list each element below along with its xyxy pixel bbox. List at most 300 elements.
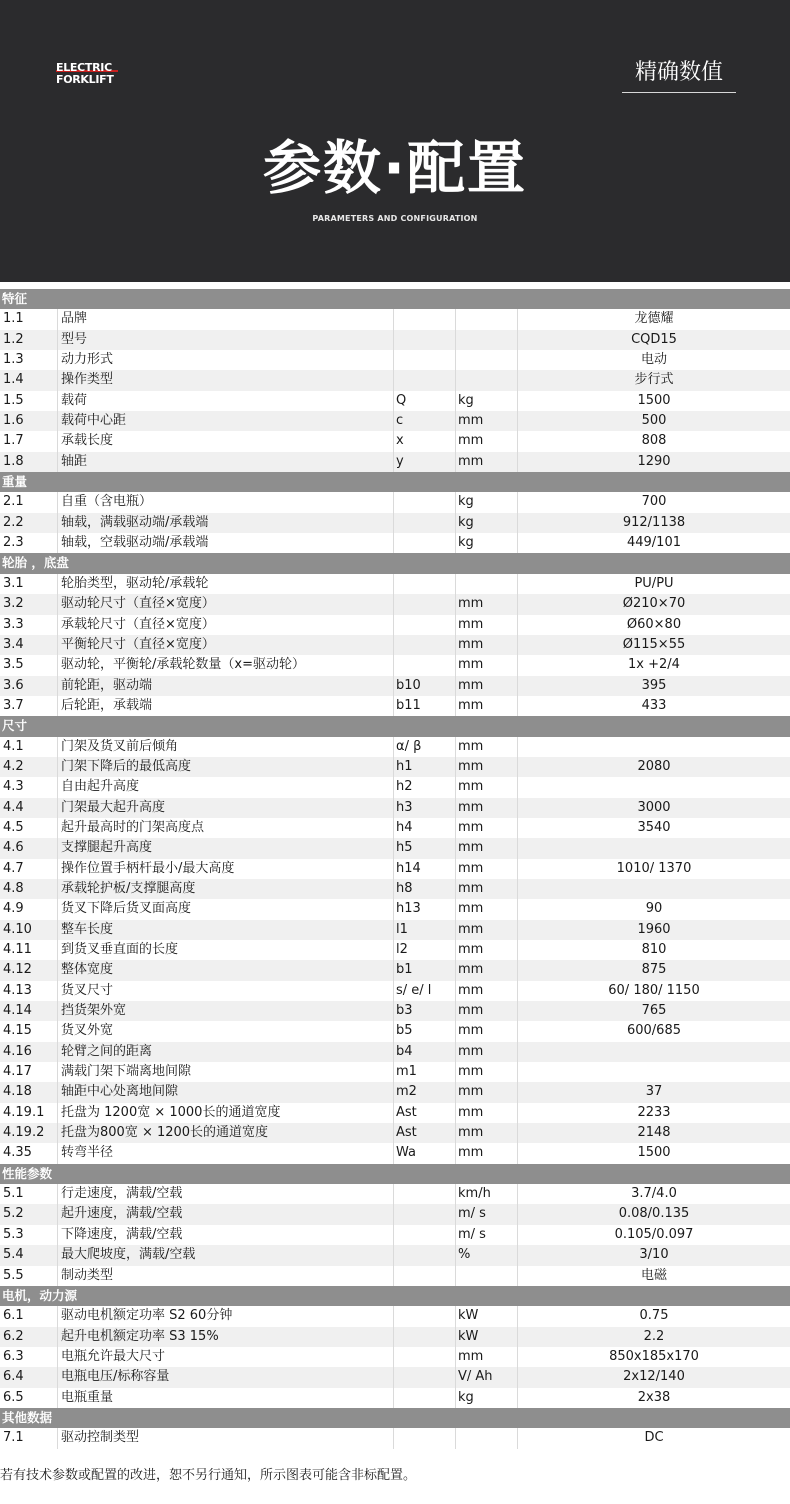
row-value: 2x38 xyxy=(637,1389,671,1405)
row-value: 1960 xyxy=(637,921,671,937)
row-value xyxy=(518,777,790,797)
row-number: 2.1 xyxy=(0,492,58,512)
row-unit: km/h xyxy=(456,1184,518,1204)
row-name: 轴距 xyxy=(58,452,394,472)
row-number: 5.2 xyxy=(0,1204,58,1224)
row-unit: m/ s xyxy=(456,1225,518,1245)
row-name: 载荷中心距 xyxy=(58,411,394,431)
row-name: 平衡轮尺寸（直径×宽度） xyxy=(58,635,394,655)
table-row xyxy=(0,1062,790,1082)
table-row xyxy=(0,737,790,757)
row-value: 765 xyxy=(641,1003,667,1019)
row-number: 3.3 xyxy=(0,615,58,635)
row-name: 货叉外宽 xyxy=(58,1021,394,1041)
row-unit: mm xyxy=(456,1042,518,1062)
row-name: 动力形式 xyxy=(58,350,394,370)
row-number: 1.2 xyxy=(0,330,58,350)
row-symbol: h14 xyxy=(394,859,456,879)
row-value: 395 xyxy=(641,677,667,693)
row-symbol xyxy=(394,1266,456,1286)
row-number: 4.14 xyxy=(0,1001,58,1021)
row-unit: kg xyxy=(456,391,518,411)
table-row xyxy=(0,1428,790,1448)
row-value: 龙德耀 xyxy=(634,311,674,327)
row-name: 操作位置手柄杆最小/最大高度 xyxy=(58,859,394,879)
row-number: 4.18 xyxy=(0,1082,58,1102)
row-unit: mm xyxy=(456,920,518,940)
row-symbol xyxy=(394,655,456,675)
row-symbol xyxy=(394,635,456,655)
row-name: 行走速度，满载/空载 xyxy=(58,1184,394,1204)
row-name: 门架及货叉前后倾角 xyxy=(58,737,394,757)
row-unit: mm xyxy=(456,1123,518,1143)
section-rows xyxy=(0,309,790,472)
table-row xyxy=(0,920,790,940)
section-header: 尺寸 xyxy=(0,716,790,736)
table-row xyxy=(0,757,790,777)
row-symbol xyxy=(394,513,456,533)
row-value: CQD15 xyxy=(631,331,677,347)
row-symbol: Ast xyxy=(394,1123,456,1143)
row-unit: mm xyxy=(456,737,518,757)
row-number: 4.8 xyxy=(0,879,58,899)
row-value: 60/ 180/ 1150 xyxy=(608,982,700,998)
table-row xyxy=(0,1327,790,1347)
row-symbol: h4 xyxy=(394,818,456,838)
row-value: 912/1138 xyxy=(622,514,686,530)
section-rows xyxy=(0,574,790,716)
row-value: 1x +2/4 xyxy=(628,657,680,673)
row-symbol xyxy=(394,350,456,370)
row-unit: mm xyxy=(456,1103,518,1123)
table-row xyxy=(0,574,790,594)
row-symbol xyxy=(394,330,456,350)
table-row xyxy=(0,981,790,1001)
page-title: 参数·配置 xyxy=(262,134,528,202)
table-row xyxy=(0,1123,790,1143)
row-value xyxy=(518,879,790,899)
table-row xyxy=(0,1367,790,1387)
row-symbol xyxy=(394,1306,456,1326)
row-number: 4.11 xyxy=(0,940,58,960)
row-unit: mm xyxy=(456,981,518,1001)
row-number: 4.19.2 xyxy=(0,1123,58,1143)
row-unit: mm xyxy=(456,940,518,960)
row-number: 1.6 xyxy=(0,411,58,431)
row-symbol: m2 xyxy=(394,1082,456,1102)
row-value: 电磁 xyxy=(640,1267,667,1283)
row-unit: kg xyxy=(456,492,518,512)
row-value: 875 xyxy=(641,962,667,978)
row-symbol: m1 xyxy=(394,1062,456,1082)
table-row xyxy=(0,1266,790,1286)
table-row xyxy=(0,615,790,635)
section-rows xyxy=(0,737,790,1164)
row-symbol xyxy=(394,574,456,594)
row-name: 转弯半径 xyxy=(58,1143,394,1163)
row-symbol: l1 xyxy=(394,920,456,940)
section-header: 轮胎 ，底盘 xyxy=(0,553,790,573)
row-symbol: b1 xyxy=(394,960,456,980)
row-number: 3.5 xyxy=(0,655,58,675)
table-row xyxy=(0,1021,790,1041)
table-row xyxy=(0,1388,790,1408)
row-name: 自重（含电瓶） xyxy=(58,492,394,512)
row-name: 整车长度 xyxy=(58,920,394,940)
row-symbol: h2 xyxy=(394,777,456,797)
row-number: 3.1 xyxy=(0,574,58,594)
row-number: 3.4 xyxy=(0,635,58,655)
row-number: 1.7 xyxy=(0,431,58,451)
row-name: 电瓶允许最大尺寸 xyxy=(58,1347,394,1367)
row-name: 承载长度 xyxy=(58,431,394,451)
row-number: 4.3 xyxy=(0,777,58,797)
row-number: 4.1 xyxy=(0,737,58,757)
table-row xyxy=(0,798,790,818)
row-symbol: x xyxy=(394,431,456,451)
row-value: 1500 xyxy=(637,392,671,408)
row-unit: kW xyxy=(456,1327,518,1347)
row-unit: mm xyxy=(456,696,518,716)
row-value: 449/101 xyxy=(626,535,681,551)
row-number: 5.3 xyxy=(0,1225,58,1245)
row-number: 4.10 xyxy=(0,920,58,940)
row-value: 1500 xyxy=(637,1145,671,1161)
row-symbol: Wa xyxy=(394,1143,456,1163)
row-unit: mm xyxy=(456,411,518,431)
table-row xyxy=(0,1245,790,1265)
row-value: 1010/ 1370 xyxy=(616,860,692,876)
row-value: DC xyxy=(644,1430,664,1446)
row-symbol xyxy=(394,1428,456,1448)
row-symbol: b5 xyxy=(394,1021,456,1041)
logo-text-line1: ELECTRIC xyxy=(56,61,112,74)
row-number: 1.3 xyxy=(0,350,58,370)
table-row xyxy=(0,431,790,451)
page-header xyxy=(0,0,790,282)
table-row xyxy=(0,676,790,696)
row-value: 3.7/4.0 xyxy=(631,1186,677,1202)
spec-section xyxy=(0,1164,790,1286)
row-symbol xyxy=(394,1327,456,1347)
section-header: 重量 xyxy=(0,472,790,492)
row-name: 门架下降后的最低高度 xyxy=(58,757,394,777)
row-unit: mm xyxy=(456,635,518,655)
row-number: 4.16 xyxy=(0,1042,58,1062)
row-name: 起升电机额定功率 S3 15% xyxy=(58,1327,394,1347)
section-header: 特征 xyxy=(0,289,790,309)
row-unit: kg xyxy=(456,513,518,533)
row-name: 轴距中心处离地间隙 xyxy=(58,1082,394,1102)
row-unit: mm xyxy=(456,818,518,838)
row-unit xyxy=(456,574,518,594)
row-unit: mm xyxy=(456,615,518,635)
spec-table xyxy=(0,289,790,1449)
row-number: 3.7 xyxy=(0,696,58,716)
table-row xyxy=(0,1143,790,1163)
row-value: 0.75 xyxy=(639,1308,669,1324)
row-unit: mm xyxy=(456,757,518,777)
section-rows xyxy=(0,1428,790,1448)
row-name: 轮胎类型，驱动轮/承载轮 xyxy=(58,574,394,594)
row-unit: mm xyxy=(456,1347,518,1367)
row-number: 4.17 xyxy=(0,1062,58,1082)
row-number: 6.4 xyxy=(0,1367,58,1387)
row-value: 1290 xyxy=(637,453,671,469)
row-value xyxy=(518,1042,790,1062)
row-unit: mm xyxy=(456,1082,518,1102)
row-unit: mm xyxy=(456,1001,518,1021)
row-value xyxy=(518,1062,790,1082)
row-number: 4.13 xyxy=(0,981,58,1001)
row-number: 4.7 xyxy=(0,859,58,879)
row-name: 货叉下降后货叉面高度 xyxy=(58,899,394,919)
row-unit xyxy=(456,1428,518,1448)
row-symbol xyxy=(394,370,456,390)
row-name: 轴载，满载驱动端/承载端 xyxy=(58,513,394,533)
row-symbol: b3 xyxy=(394,1001,456,1021)
row-name: 轮臂之间的距离 xyxy=(58,1042,394,1062)
spec-section xyxy=(0,1408,790,1449)
row-unit: mm xyxy=(456,899,518,919)
row-unit: mm xyxy=(456,1021,518,1041)
precision-tag: 精确数值 xyxy=(622,58,736,93)
section-header: 其他数据 xyxy=(0,1408,790,1428)
row-name: 托盘为800宽 × 1200长的通道宽度 xyxy=(58,1123,394,1143)
row-name: 承载轮护板/支撑腿高度 xyxy=(58,879,394,899)
table-row xyxy=(0,309,790,329)
row-name: 驱动轮，平衡轮/承载轮数量（x=驱动轮） xyxy=(58,655,394,675)
row-symbol: b4 xyxy=(394,1042,456,1062)
row-symbol xyxy=(394,1388,456,1408)
row-name: 载荷 xyxy=(58,391,394,411)
row-unit: mm xyxy=(456,777,518,797)
row-number: 4.6 xyxy=(0,838,58,858)
table-row xyxy=(0,1042,790,1062)
row-name: 电瓶电压/标称容量 xyxy=(58,1367,394,1387)
brand-logo xyxy=(56,62,120,86)
row-name: 驱动电机额定功率 S2 60分钟 xyxy=(58,1306,394,1326)
table-row xyxy=(0,1103,790,1123)
row-symbol xyxy=(394,1245,456,1265)
table-row xyxy=(0,1184,790,1204)
row-name: 驱动控制类型 xyxy=(58,1428,394,1448)
row-name: 后轮距，承载端 xyxy=(58,696,394,716)
row-unit: mm xyxy=(456,1062,518,1082)
row-unit xyxy=(456,370,518,390)
row-unit: kg xyxy=(456,1388,518,1408)
row-value: 3000 xyxy=(637,799,671,815)
row-value xyxy=(518,838,790,858)
row-name: 支撑腿起升高度 xyxy=(58,838,394,858)
row-symbol: l2 xyxy=(394,940,456,960)
table-row xyxy=(0,879,790,899)
row-number: 4.35 xyxy=(0,1143,58,1163)
table-row xyxy=(0,594,790,614)
row-value xyxy=(518,737,790,757)
row-value: 2233 xyxy=(637,1104,671,1120)
row-unit: mm xyxy=(456,838,518,858)
table-row xyxy=(0,1001,790,1021)
row-unit: kg xyxy=(456,533,518,553)
row-value: 3540 xyxy=(637,819,671,835)
row-unit: mm xyxy=(456,859,518,879)
row-unit: mm xyxy=(456,676,518,696)
row-symbol: α/ β xyxy=(394,737,456,757)
table-row xyxy=(0,838,790,858)
row-value: 433 xyxy=(641,697,667,713)
row-number: 2.2 xyxy=(0,513,58,533)
table-row xyxy=(0,1204,790,1224)
row-unit: % xyxy=(456,1245,518,1265)
row-value: Ø210×70 xyxy=(622,596,686,612)
table-row xyxy=(0,899,790,919)
table-row xyxy=(0,940,790,960)
row-name: 下降速度，满载/空载 xyxy=(58,1225,394,1245)
spec-section xyxy=(0,472,790,553)
table-row xyxy=(0,1225,790,1245)
row-name: 到货叉垂直面的长度 xyxy=(58,940,394,960)
row-name: 轴载，空载驱动端/承载端 xyxy=(58,533,394,553)
row-name: 整体宽度 xyxy=(58,960,394,980)
row-number: 1.8 xyxy=(0,452,58,472)
table-row xyxy=(0,411,790,431)
row-value: 500 xyxy=(641,413,667,429)
table-row xyxy=(0,391,790,411)
row-number: 6.5 xyxy=(0,1388,58,1408)
row-name: 满载门架下端离地间隙 xyxy=(58,1062,394,1082)
table-row xyxy=(0,452,790,472)
row-unit: mm xyxy=(456,655,518,675)
row-number: 6.3 xyxy=(0,1347,58,1367)
row-value: 2148 xyxy=(637,1125,671,1141)
row-value: 0.105/0.097 xyxy=(614,1226,694,1242)
row-symbol: h5 xyxy=(394,838,456,858)
row-symbol xyxy=(394,1225,456,1245)
table-row xyxy=(0,1306,790,1326)
row-number: 5.1 xyxy=(0,1184,58,1204)
row-number: 4.19.1 xyxy=(0,1103,58,1123)
row-name: 自由起升高度 xyxy=(58,777,394,797)
row-value: 步行式 xyxy=(634,372,674,388)
row-value: 3/10 xyxy=(639,1247,669,1263)
row-symbol xyxy=(394,1347,456,1367)
table-row xyxy=(0,635,790,655)
row-symbol: h13 xyxy=(394,899,456,919)
row-name: 前轮距，驱动端 xyxy=(58,676,394,696)
spec-section xyxy=(0,1286,790,1408)
row-symbol xyxy=(394,1184,456,1204)
row-value: 电动 xyxy=(640,352,667,368)
row-number: 3.6 xyxy=(0,676,58,696)
row-number: 4.9 xyxy=(0,899,58,919)
row-unit xyxy=(456,350,518,370)
table-row xyxy=(0,960,790,980)
row-value: 808 xyxy=(641,433,667,449)
row-value: 0.08/0.135 xyxy=(618,1206,690,1222)
table-row xyxy=(0,777,790,797)
footnote: 若有技术参数或配置的改进，恕不另行通知，所示图表可能含非标配置。 xyxy=(0,1468,417,1483)
row-value: 2.2 xyxy=(643,1328,665,1344)
row-symbol xyxy=(394,1367,456,1387)
row-number: 7.1 xyxy=(0,1428,58,1448)
row-symbol xyxy=(394,1204,456,1224)
row-value: 90 xyxy=(645,901,663,917)
row-number: 4.12 xyxy=(0,960,58,980)
row-name: 品牌 xyxy=(58,309,394,329)
row-symbol xyxy=(394,492,456,512)
row-symbol: c xyxy=(394,411,456,431)
row-name: 货叉尺寸 xyxy=(58,981,394,1001)
row-symbol: h1 xyxy=(394,757,456,777)
row-name: 挡货架外宽 xyxy=(58,1001,394,1021)
row-name: 门架最大起升高度 xyxy=(58,798,394,818)
row-number: 4.15 xyxy=(0,1021,58,1041)
section-rows xyxy=(0,1306,790,1408)
row-number: 2.3 xyxy=(0,533,58,553)
row-unit: mm xyxy=(456,1143,518,1163)
table-row xyxy=(0,350,790,370)
row-symbol: Q xyxy=(394,391,456,411)
row-symbol: Ast xyxy=(394,1103,456,1123)
row-symbol xyxy=(394,615,456,635)
row-value: 850x185x170 xyxy=(609,1348,699,1364)
row-value: 37 xyxy=(645,1084,663,1100)
row-unit xyxy=(456,309,518,329)
row-symbol: h8 xyxy=(394,879,456,899)
table-row xyxy=(0,818,790,838)
row-number: 3.2 xyxy=(0,594,58,614)
section-rows xyxy=(0,1184,790,1286)
section-header: 电机，动力源 xyxy=(0,1286,790,1306)
row-unit: kW xyxy=(456,1306,518,1326)
table-row xyxy=(0,696,790,716)
row-name: 起升速度，满载/空载 xyxy=(58,1204,394,1224)
row-number: 1.1 xyxy=(0,309,58,329)
spec-section xyxy=(0,553,790,716)
row-value: Ø60×80 xyxy=(626,616,682,632)
row-symbol: s/ e/ l xyxy=(394,981,456,1001)
row-number: 5.4 xyxy=(0,1245,58,1265)
row-number: 1.4 xyxy=(0,370,58,390)
table-row xyxy=(0,1082,790,1102)
row-number: 4.5 xyxy=(0,818,58,838)
row-unit: mm xyxy=(456,798,518,818)
row-unit xyxy=(456,330,518,350)
row-symbol xyxy=(394,309,456,329)
row-name: 承载轮尺寸（直径×宽度） xyxy=(58,615,394,635)
row-unit: mm xyxy=(456,879,518,899)
table-row xyxy=(0,492,790,512)
section-rows xyxy=(0,492,790,553)
row-name: 驱动轮尺寸（直径×宽度） xyxy=(58,594,394,614)
logo-text-line2: FORKLIFT xyxy=(56,73,114,86)
row-unit: V/ Ah xyxy=(456,1367,518,1387)
row-unit: mm xyxy=(456,452,518,472)
row-number: 4.4 xyxy=(0,798,58,818)
row-value: PU/PU xyxy=(634,575,674,591)
row-number: 6.2 xyxy=(0,1327,58,1347)
row-symbol xyxy=(394,533,456,553)
row-unit: mm xyxy=(456,960,518,980)
row-unit: mm xyxy=(456,594,518,614)
table-row xyxy=(0,533,790,553)
row-symbol: y xyxy=(394,452,456,472)
table-row xyxy=(0,859,790,879)
section-header: 性能参数 xyxy=(0,1164,790,1184)
table-row xyxy=(0,330,790,350)
row-name: 操作类型 xyxy=(58,370,394,390)
